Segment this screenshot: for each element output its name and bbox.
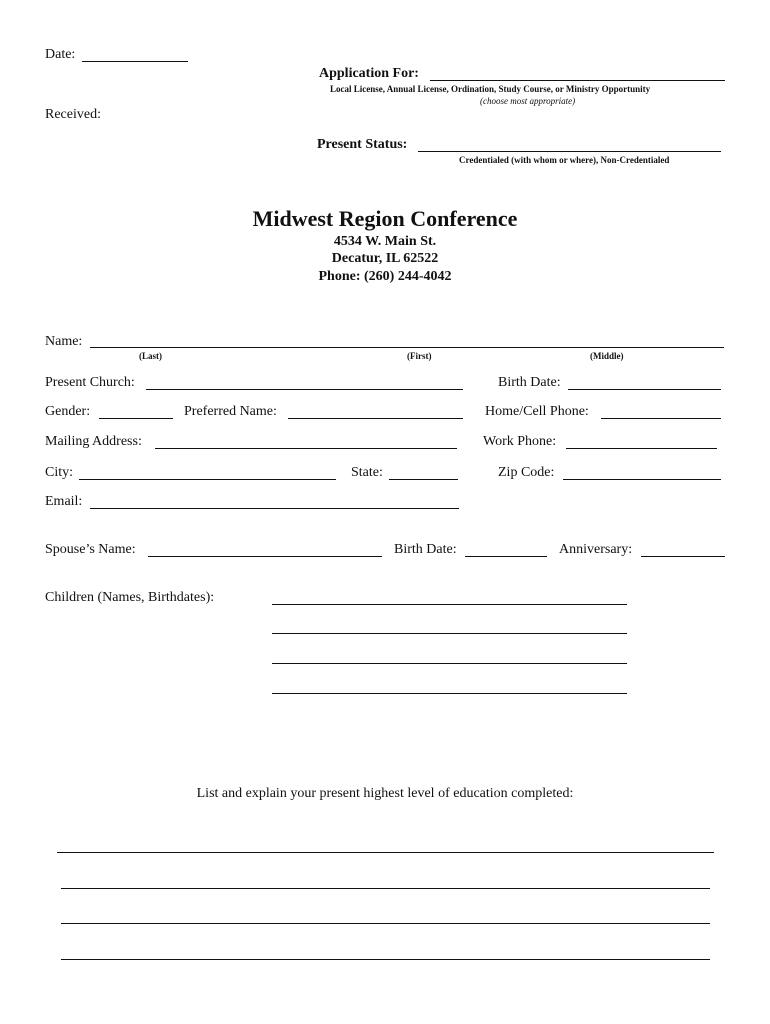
middle-caption: (Middle) <box>590 351 624 361</box>
org-street: 4534 W. Main St. <box>333 234 437 249</box>
gender-label: Gender: <box>45 404 91 419</box>
first-caption: (First) <box>407 351 432 361</box>
birth-date-label: Birth Date: <box>498 375 561 390</box>
city-label: City: <box>45 465 74 480</box>
gender-field[interactable] <box>99 418 173 419</box>
present-status-options: Credentialed (with whom or where), Non-Credentialed <box>459 155 670 165</box>
received-label: Received: <box>45 107 101 122</box>
name-label: Name: <box>45 334 83 349</box>
preferred-name-label: Preferred Name: <box>184 404 277 419</box>
education-prompt: List and explain your present highest level of education completed: <box>196 786 574 801</box>
children-label: Children (Names, Birthdates): <box>45 590 215 605</box>
last-caption: (Last) <box>139 351 162 361</box>
org-name: Midwest Region Conference <box>252 206 518 231</box>
anniversary-label: Anniversary: <box>559 542 633 557</box>
education-line[interactable] <box>61 888 710 889</box>
home-cell-label: Home/Cell Phone: <box>485 404 589 419</box>
state-label: State: <box>351 465 383 480</box>
work-phone-field[interactable] <box>566 448 717 449</box>
spouse-name-field[interactable] <box>148 556 382 557</box>
state-field[interactable] <box>389 479 458 480</box>
present-church-field[interactable] <box>146 389 463 390</box>
email-field[interactable] <box>90 508 459 509</box>
present-church-label: Present Church: <box>45 375 135 390</box>
education-line[interactable] <box>61 959 710 960</box>
zip-label: Zip Code: <box>498 465 555 480</box>
children-line[interactable] <box>272 693 627 694</box>
date-field[interactable] <box>82 61 188 62</box>
work-phone-label: Work Phone: <box>483 434 557 449</box>
application-options: Local License, Annual License, Ordination, Study Course, or Ministry Opportunity <box>330 84 651 94</box>
date-label: Date: <box>45 47 76 62</box>
home-cell-field[interactable] <box>601 418 721 419</box>
application-hint: (choose most appropriate) <box>480 96 576 106</box>
anniversary-field[interactable] <box>641 556 725 557</box>
spouse-name-label: Spouse’s Name: <box>45 542 136 557</box>
org-city-state-zip: Decatur, IL 62522 <box>331 251 439 266</box>
children-line[interactable] <box>272 633 627 634</box>
mailing-address-field[interactable] <box>155 448 457 449</box>
birth-date-field[interactable] <box>568 389 721 390</box>
children-line[interactable] <box>272 663 627 664</box>
application-for-label: Application For: <box>319 66 419 81</box>
spouse-birth-label: Birth Date: <box>394 542 457 557</box>
preferred-name-field[interactable] <box>288 418 463 419</box>
city-field[interactable] <box>79 479 336 480</box>
email-label: Email: <box>45 494 83 509</box>
zip-field[interactable] <box>563 479 721 480</box>
present-status-field[interactable] <box>418 151 721 152</box>
application-for-field[interactable] <box>430 80 725 81</box>
children-line[interactable] <box>272 604 627 605</box>
org-phone: Phone: (260) 244-4042 <box>318 269 452 284</box>
education-line[interactable] <box>61 923 710 924</box>
present-status-label: Present Status: <box>317 137 408 152</box>
name-field[interactable] <box>90 347 724 348</box>
education-line[interactable] <box>57 852 714 853</box>
mailing-address-label: Mailing Address: <box>45 434 142 449</box>
spouse-birth-field[interactable] <box>465 556 547 557</box>
